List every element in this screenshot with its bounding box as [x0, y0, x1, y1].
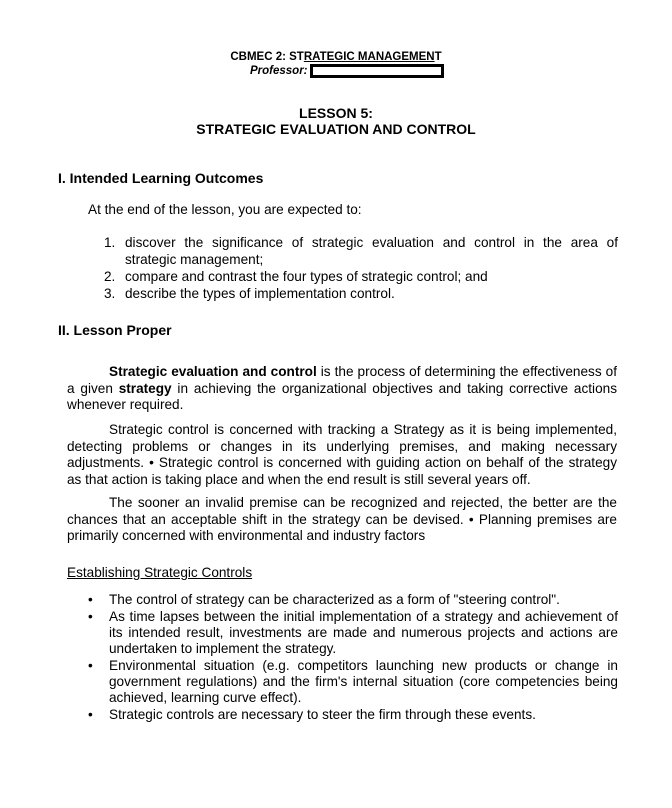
- outcomes-intro: At the end of the lesson, you are expected to:: [88, 202, 362, 217]
- bold-term: Strategic evaluation and control: [109, 364, 317, 379]
- list-item-text: discover the significance of strategic evaluation and control in the area of strategic management;: [125, 235, 618, 267]
- course-title-underlined: RATEGIC MANAGEMEN: [303, 51, 435, 63]
- lesson-title: STRATEGIC EVALUATION AND CONTROL: [196, 121, 476, 137]
- list-item-number: 1.: [104, 235, 116, 250]
- paragraph-definition: [67, 364, 617, 414]
- list-item-text: compare and contrast the four types of strategic control; and: [125, 269, 488, 284]
- list-item: [104, 268, 618, 285]
- list-item: [104, 234, 618, 268]
- paragraph-text: Strategic control is concerned with tracking a Strategy as it is being implemented, detecting problems or changes in its underlying premises, and making necessary adjustments. • Strategic control is concerned with guiding action on behalf of the strategy as that action is taking place and when the end result is still several years off.: [67, 422, 617, 487]
- bullet-icon: •: [88, 707, 93, 722]
- list-item-text: As time lapses between the initial implementation of a strategy and achievement of its intended result, investments are made and numerous projects and actions are undertaken to implement the strategy.: [109, 609, 618, 656]
- list-item-text: describe the types of implementation control.: [125, 286, 395, 301]
- list-item: [104, 285, 618, 302]
- list-item-number: 3.: [104, 286, 116, 301]
- bold-term: strategy: [118, 380, 172, 396]
- section-heading-lesson-proper: II. Lesson Proper: [58, 322, 172, 338]
- list-item: [88, 592, 618, 608]
- list-item-number: 2.: [104, 269, 116, 284]
- list-item: [88, 658, 618, 706]
- redaction-box-inner: [313, 67, 441, 75]
- bullet-icon: •: [88, 592, 93, 607]
- list-item-text: Strategic controls are necessary to steer the firm through these events.: [109, 707, 536, 722]
- section-heading-outcomes: I. Intended Learning Outcomes: [58, 170, 264, 186]
- paragraph-strategic-control: [67, 422, 617, 488]
- subheading-establishing-controls: Establishing Strategic Controls: [67, 565, 253, 580]
- professor-label: Professor:: [250, 65, 308, 77]
- list-item-text: Environmental situation (e.g. competitors launching new products or change in government regulations) and the firm's internal situation (core competencies being achieved, learning curve effect).: [109, 658, 618, 705]
- paragraph-premises: [67, 495, 617, 545]
- paragraph-text: The sooner an invalid premise can be recognized and rejected, the better are the chances that an acceptable shift in the strategy can be devised. • Planning premises are primarily concerned with environmental and industry factors: [67, 495, 617, 543]
- paragraph-text: in achieving the organizational objectives and taking corrective actions whenever required.: [67, 380, 617, 412]
- bullet-list: [88, 592, 618, 724]
- paragraph-text: is the process of determining the effectiveness of a given: [67, 364, 617, 396]
- list-item: [88, 609, 618, 657]
- bullet-icon: •: [88, 609, 93, 624]
- list-item-text: The control of strategy can be characterized as a form of "steering control".: [109, 592, 560, 607]
- outcomes-list: [104, 234, 618, 302]
- course-title-prefix: CBMEC 2: ST: [230, 51, 304, 63]
- lesson-number: LESSON 5:: [299, 105, 373, 121]
- course-title: [0, 51, 672, 63]
- course-title-suffix: T: [434, 51, 442, 63]
- bullet-icon: •: [88, 658, 93, 673]
- list-item: [88, 707, 618, 723]
